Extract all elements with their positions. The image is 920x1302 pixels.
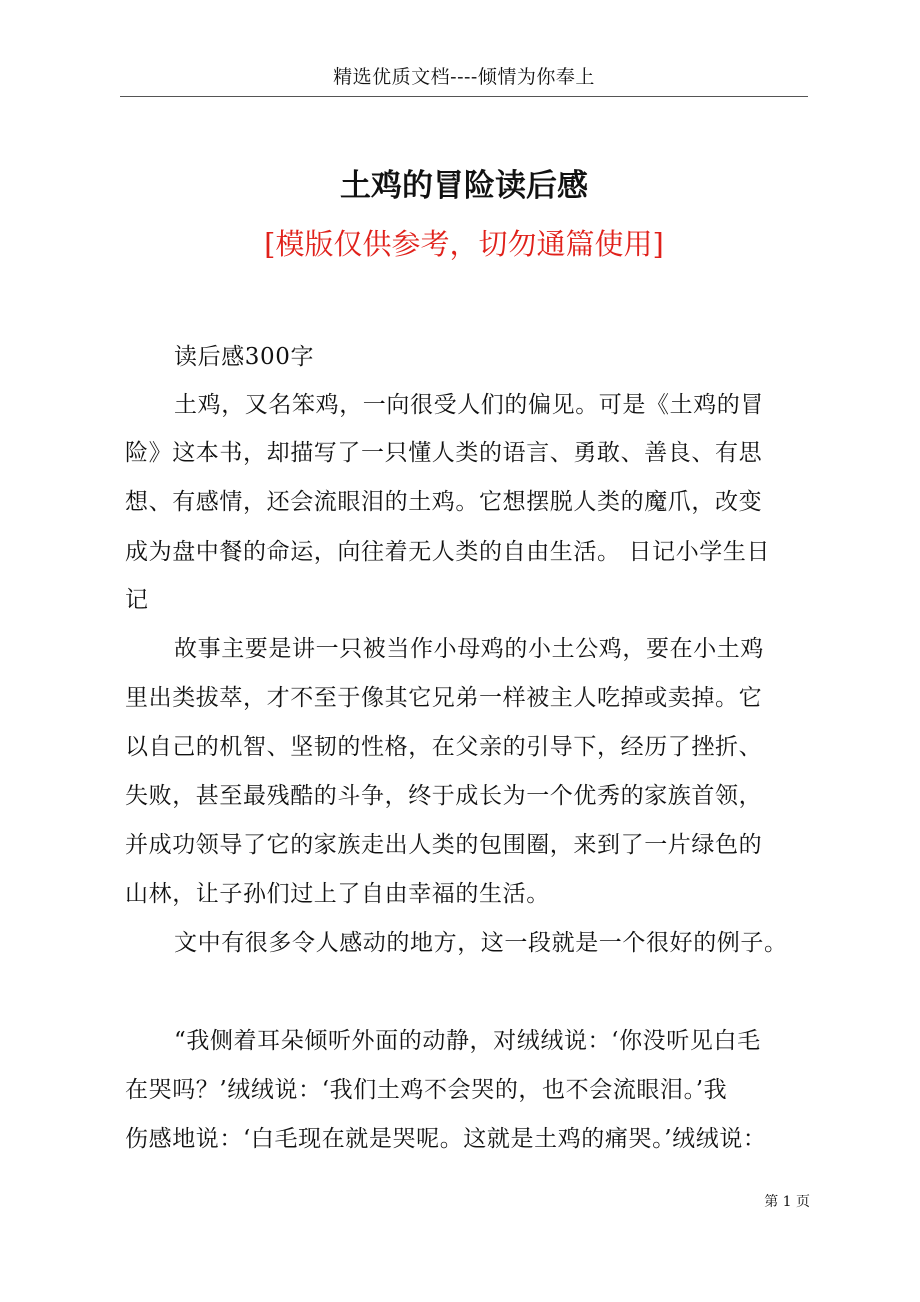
body-line: 想、有感情，还会流眼泪的土鸡。它想摆脱人类的魔爪，改变 (125, 489, 763, 515)
body-line: 以自己的机智、坚韧的性格，在父亲的引导下，经历了挫折、 (125, 734, 763, 760)
body-line: 并成功领导了它的家族走出人类的包围圈，来到了一片绿色的 (125, 832, 763, 858)
body-line: 失败，甚至最残酷的斗争，终于成长为一个优秀的家族首领， (125, 783, 763, 809)
body-line: 读后感300字 (174, 344, 315, 370)
page-number: 第 1 页 (764, 1194, 810, 1210)
document-subtitle: [模版仅供参考，切勿通篇使用] (264, 227, 664, 261)
body-line: 文中有很多令人感动的地方，这一段就是一个很好的例子。 (174, 930, 788, 956)
body-line: 记 (125, 587, 149, 613)
page-header: 精选优质文档----倾情为你奉上 (333, 66, 595, 88)
body-line: 险》这本书，却描写了一只懂人类的语言、勇敢、善良、有思 (125, 440, 763, 466)
body-line: 成为盘中餐的命运，向往着无人类的自由生活。 日记小学生日 (125, 539, 771, 565)
body-line: 里出类拔萃，才不至于像其它兄弟一样被主人吃掉或卖掉。它 (125, 685, 763, 711)
document-title: 土鸡的冒险读后感 (340, 168, 588, 204)
body-line: 故事主要是讲一只被当作小母鸡的小土公鸡，要在小土鸡 (174, 636, 764, 662)
body-line: 山林，让子孙们过上了自由幸福的生活。 (125, 881, 550, 907)
body-line: 伤感地说：‘白毛现在就是哭呢。这就是土鸡的痛哭。’绒绒说： (125, 1126, 767, 1152)
body-line: 在哭吗？’绒绒说：‘我们土鸡不会哭的，也不会流眼泪。’我 (125, 1077, 728, 1103)
header-divider (120, 96, 808, 97)
body-line: “我侧着耳朵倾听外面的动静，对绒绒说：‘你没听见白毛 (174, 1028, 761, 1054)
body-line: 土鸡，又名笨鸡，一向很受人们的偏见。可是《土鸡的冒 (174, 392, 764, 418)
